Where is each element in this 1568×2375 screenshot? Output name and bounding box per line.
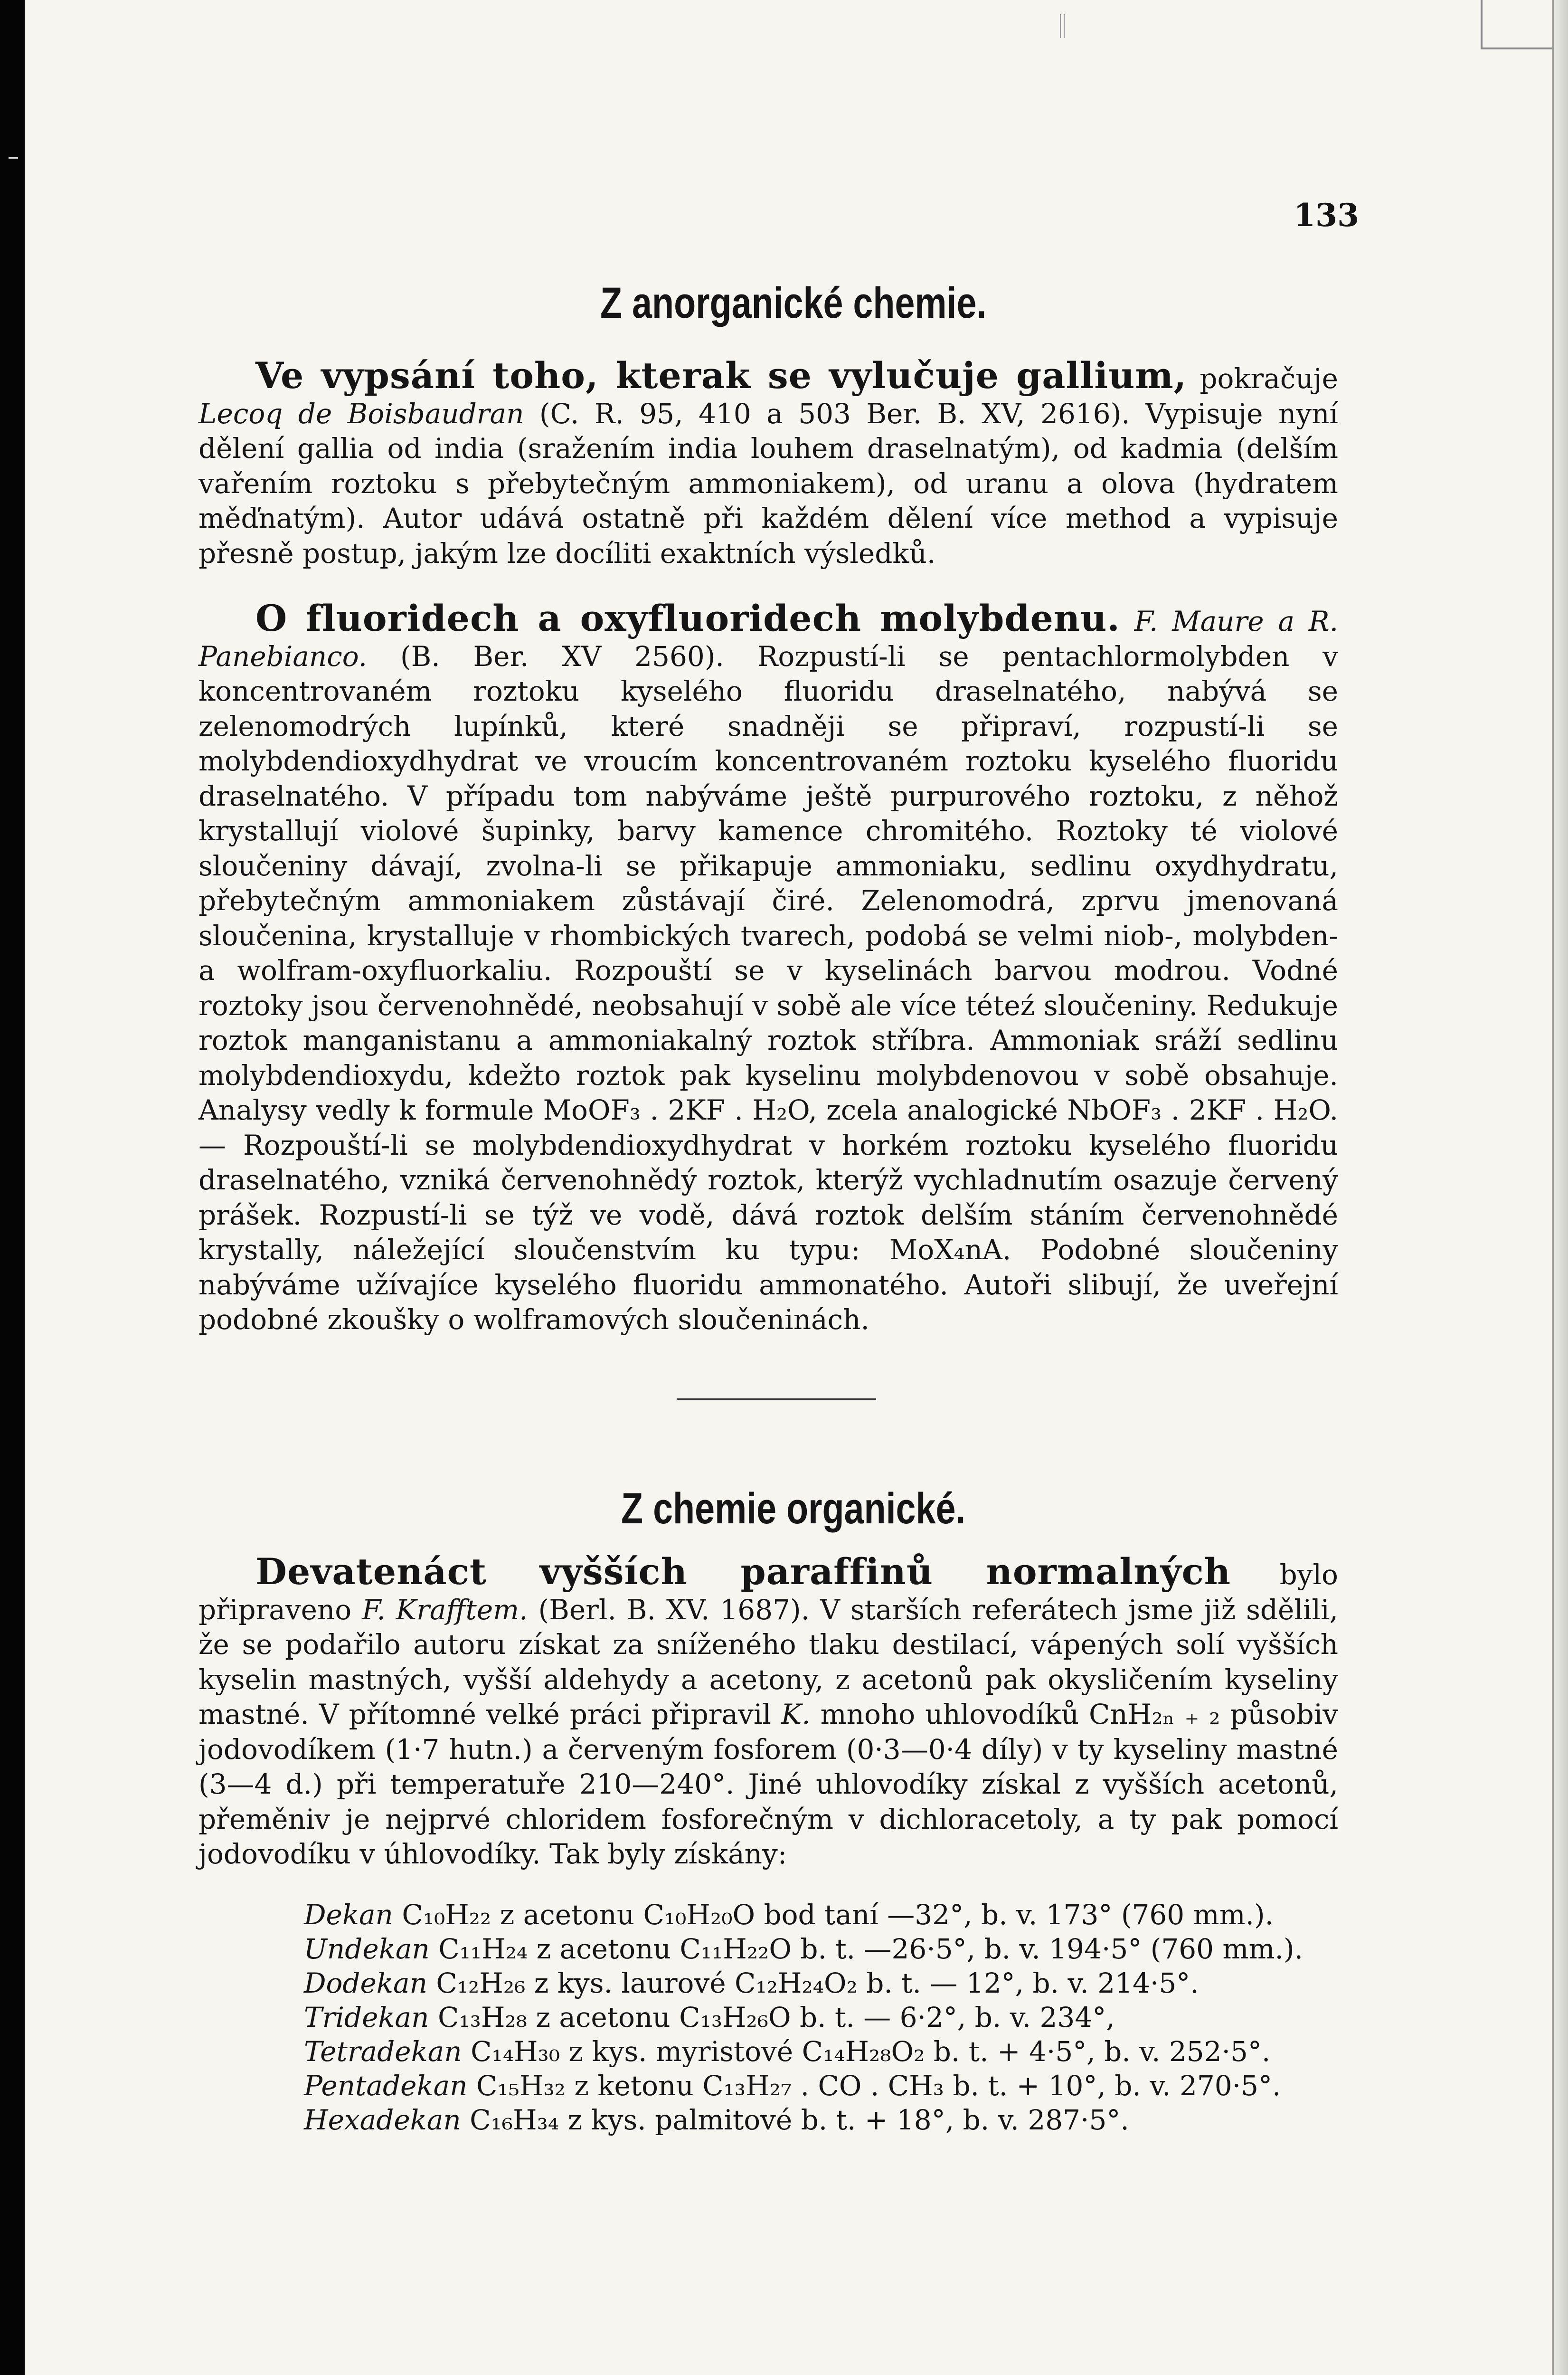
formula: MoX₄nA [889, 1234, 1002, 1266]
hydrocarbon-row [304, 1932, 1349, 1966]
author-names: F. Maure a R. Panebianco. [198, 605, 1339, 673]
hydrocarbon-row [304, 1966, 1349, 2000]
article-text: . Podobné sloučeniny nabýváme užívajíce kyselého fluoridu ammonatého. Autoři slibují, že uveřejní podobné zkoušky o wolframových sloučeninách. [198, 1234, 1339, 1336]
article-gallium [198, 354, 1338, 571]
hydrocarbon-row [304, 2000, 1349, 2034]
hydrocarbon-row [304, 1898, 1349, 1932]
hydrocarbon-list [304, 1898, 1349, 2137]
article-text: (C. R. 95, 410 a 503 Ber. B. XV, 2616). Vypisuje nyní dělení gallia od india (sražením india louhem draselnatým), od kadmia (delším vařením roztoku s přebytečným ammoniakem), od uranu a olova (hydratem měďnatým). Autor udává ostatně při každém dělení více method a vypisuje přesně postup, jakým lze docíliti exaktních výsledků. [198, 397, 1338, 570]
article-fluorides-heading: O fluoridech a oxyfluoridech molybdenu. [255, 597, 1120, 639]
hydrocarbon-name: Hexadekan [304, 2104, 461, 2136]
article-text: bylo připraveno [198, 1558, 1338, 1626]
hydrocarbon-row [304, 2103, 1349, 2137]
scan-right-edge [1552, 0, 1568, 2375]
hydrocarbon-row [304, 2069, 1349, 2103]
article-fluorides-paragraph [198, 597, 1339, 1338]
hydrocarbon-row [304, 2034, 1349, 2069]
hydrocarbon-name: Tetradekan [304, 2035, 462, 2068]
hydrocarbon-data: C₁₂H₂₆ z kys. laurové C₁₂H₂₄O₂ b. t. — 12°, b. v. 214·5°. [436, 1967, 1199, 1999]
article-text: (Berl. B. XV. 1687). V starších referátech jsme již sdělili, že se podařilo autoru získat za sníženého tlaku destilací, vápených solí vyšších kyselin mastných, vyšší aldehydy a acetony, z acetonů pak okysličením kyseliny mastné. V přítomné velké práci připravil [198, 1593, 1338, 1730]
article-paraffins [198, 1550, 1338, 1872]
section-title-organic: Z chemie organické. [621, 1484, 966, 1533]
hydrocarbon-data: C₁₆H₃₄ z kys. palmitové b. t. + 18°, b. v. 287·5°. [470, 2104, 1129, 2136]
article-text: pokračuje [1187, 362, 1338, 395]
article-text: . — Rozpouští-li se molybdendioxydhydrat v horkém roztoku kyselého fluoridu draselnatého, vzniká červenohnědý roztok, kterýž vychladnutím osazuje červený prášek. Rozpustí-li se týž ve vodě, dává roztok delším stáním červenohnědé krystally, náležející sloučenstvím ku typu: [198, 1094, 1339, 1266]
article-gallium-paragraph [198, 354, 1338, 571]
hydrocarbon-data: C₁₀H₂₂ z acetonu C₁₀H₂₀O bod taní —32°, b. v. 173° (760 mm.). [402, 1899, 1274, 1931]
hydrocarbon-name: Dodekan [304, 1967, 427, 1999]
author-name: Lecoq de Boisbaudran [198, 397, 524, 430]
page-number: 133 [1294, 197, 1359, 234]
book-page [25, 0, 1568, 2375]
section-title-inorganic: Z anorganické chemie. [600, 279, 987, 327]
formula: NbOF₃ . 2KF . H₂O [1067, 1094, 1330, 1126]
hydrocarbon-name: Pentadekan [304, 2070, 468, 2102]
article-text: mnoho uhlovodíků CnH₂ₙ ₊ ₂ působiv jodovodíkem (1·7 hutn.) a červeným fosforem (0·3—0·4 díly) v ty kyseliny mastné (3—4 d.) při temperatuře 210—240°. Jiné uhlovodíky získal z vyšších acetonů, přeměniv je nejprvé chloridem fosforečným v dichloracetoly, a ty pak pomocí jodovodíku v úhlovodíky. Tak byly získány: [198, 1698, 1338, 1870]
formula: MoOF₃ . 2KF . H₂O [543, 1094, 809, 1126]
scan-artifact [1060, 14, 1065, 38]
hydrocarbon-name: Undekan [304, 1933, 430, 1965]
hydrocarbon-data: C₁₁H₂₄ z acetonu C₁₁H₂₂O b. t. —26·5°, b. v. 194·5° (760 mm.). [438, 1933, 1304, 1965]
article-paraffins-heading: Devatenáct vyšších paraffinů normalných [255, 1550, 1231, 1593]
scan-left-edge [0, 0, 25, 2375]
article-text: (B. Ber. XV 2560). Rozpustí-li se pentachlormolybden v koncentrovaném roztoku kyselého fluoridu draselnatého, nabývá se zelenomodrých lupínků, které snadněji se připraví, rozpustí-li se molybdendioxydhydrat ve vroucím koncentrovaném roztoku kyselého fluoridu draselnatého. V případu tom nabýváme ještě purpurového roztoku, z něhož krystallují violové šupinky, barvy kamence chromitého. Roztoky té violové sloučeniny dávají, zvolna-li se přikapuje ammoniaku, sedlinu oxydhydratu, přebytečným ammoniakem zůstávají čiré. Zelenomodrá, zprvu jmenovaná sloučenina, krystalluje v rhombických tvarech, podobá se velmi niob-, molybden- a wolfram-oxyfluorkaliu. Rozpouští se v kyselinách barvou modrou. Vodné roztoky jsou červenohnědé, neobsahují v sobě ale více téteź sloučeniny. Redukuje roztok manganistanu a ammoniakalný roztok stříbra. Ammoniak sráží sedlinu molybdendioxydu, kdežto roztok pak kyselinu molybdenovou v sobě obsahuje. Analysy vedly k formule [198, 640, 1338, 1126]
article-fluorides [198, 597, 1339, 1338]
author-name: F. Krafftem. [362, 1593, 528, 1626]
article-text: , zcela analogické [808, 1094, 1067, 1126]
hydrocarbon-data: C₁₃H₂₈ z acetonu C₁₃H₂₆O b. t. — 6·2°, b. v. 234°, [437, 2001, 1115, 2033]
article-gallium-heading: Ve vypsání toho, kterak se vylučuje gallium, [255, 354, 1187, 397]
author-initial: K. [781, 1698, 811, 1730]
article-paraffins-paragraph [198, 1550, 1338, 1872]
hydrocarbon-data: C₁₄H₃₀ z kys. myristové C₁₄H₂₈O₂ b. t. + 4·5°, b. v. 252·5°. [471, 2035, 1271, 2068]
section-divider [677, 1398, 876, 1400]
hydrocarbon-data: C₁₅H₃₂ z ketonu C₁₃H₂₇ . CO . CH₃ b. t. + 10°, b. v. 270·5°. [476, 2070, 1281, 2102]
hydrocarbon-name: Dekan [304, 1899, 393, 1931]
hydrocarbon-name: Tridekan [304, 2001, 429, 2033]
